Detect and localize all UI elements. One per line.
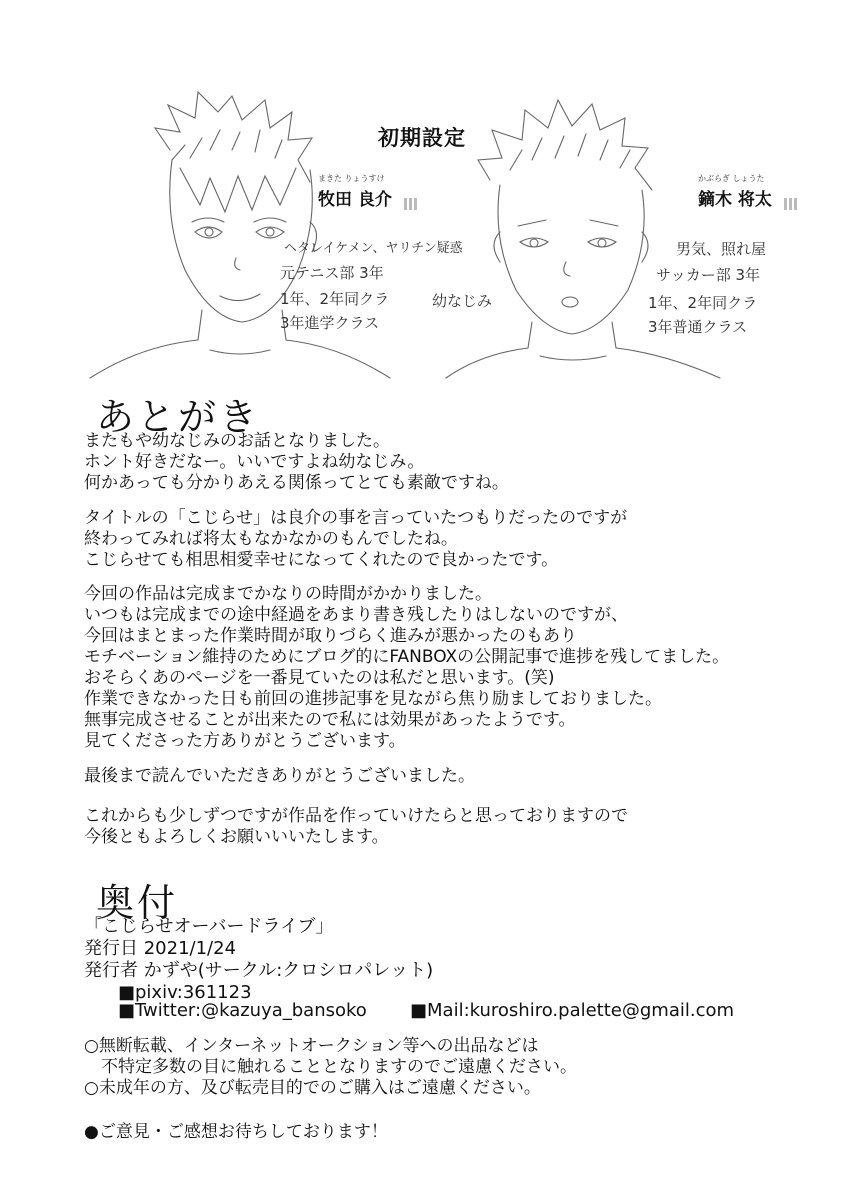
shota-note-2: サッカー部 3年 — [656, 266, 761, 284]
usage-notes: ○無断転載、インターネットオークション等への出品などは 不特定多数の目に触れることとなりますのでご遠慮ください。 ○未成年の方、及び転売目的でのご購入はご遠慮ください。 — [84, 1036, 577, 1098]
ryosuke-note-4: 3年進学クラス — [280, 314, 380, 332]
afterword-paragraph-1: またもや幼なじみのお話となりました。 ホント好きだなー。いいですよね幼なじみ。 何かあっても分かりあえる関係ってとても素敵ですね。 — [84, 431, 509, 493]
closing-message: ●ご意見・ご感想お待ちしております！ — [84, 1122, 388, 1142]
ryosuke-note-3: 1年、2年同クラ — [280, 290, 390, 308]
ryosuke-note-2: 元テニス部 3年 — [280, 264, 384, 282]
publisher: 発行者 かずや(サークル:クロシロパレット) — [84, 960, 434, 981]
mail-contact: ■Mail:kuroshiro.palette@gmail.com — [410, 1000, 735, 1021]
twitter-contact: ■Twitter:@kazuya_bansoko — [118, 1000, 367, 1021]
book-title: 「こじらせオーバードライブ」 — [84, 916, 334, 937]
character-sketch-area — [0, 0, 850, 380]
afterword-paragraph-3: 今回の作品は完成までかなりの時間がかかりました。 いつもは完成までの途中経過をあまり書き残したりはしないのですが、 今回はまとまった作業時間が取りづらく進みが悪かったのもあり モチベーション維持のためにブログ的にFANBOXの公開記事で進捗を残してました。 おそらくあのページを一番見ていたのは私だと思います。(笑) 作業できなかった日も前回の進捗記事を見ながら焦り励ましておりました。 無事完成させることが出来たので私には効果があったようです。 見てくださった方ありがとうございます。 — [84, 584, 730, 751]
ryosuke-name-text: 牧田 良介 — [318, 190, 392, 210]
ryosuke-note-1: ヘタレイケメン、ヤリチン疑惑 — [284, 241, 463, 256]
colophon-heading: 奥付 — [96, 881, 179, 925]
name-bar-decoration — [782, 194, 797, 206]
afterword-heading: あとがき — [96, 395, 261, 439]
afterword-paragraph-2: タイトルの「こじらせ」は良介の事を言っていたつもりだったのですが 終わってみれば将太もなかなかのもんでしたね。 こじらせても相思相愛幸せになってくれたので良かったです。 — [84, 508, 628, 570]
afterword-paragraph-5: これからも少しずつですが作品を作っていけたらと思っておりますので 今後ともよろしくお願いいいたします。 — [84, 806, 628, 847]
ryosuke-reading: まきた りょうすけ — [318, 174, 385, 183]
shota-reading: かぶらぎ しょうた — [698, 174, 765, 183]
shota-note-3: 1年、2年同クラ — [648, 294, 758, 312]
shota-name — [698, 174, 797, 210]
publish-date: 発行日 2021/1/24 — [84, 938, 237, 959]
name-bar-decoration — [402, 194, 417, 206]
shota-note-4: 3年普通クラス — [648, 318, 748, 336]
ryosuke-name — [318, 174, 417, 210]
shota-note-1: 男気、照れ屋 — [676, 240, 767, 258]
pixiv-contact: ■pixiv:361123 — [118, 982, 252, 1003]
afterword-paragraph-4: 最後まで読んでいただきありがとうございました。 — [84, 766, 475, 786]
shota-name-text: 鏑木 将太 — [698, 190, 772, 210]
settings-title: 初期設定 — [378, 126, 466, 150]
relation-note: 幼なじみ — [432, 292, 493, 310]
